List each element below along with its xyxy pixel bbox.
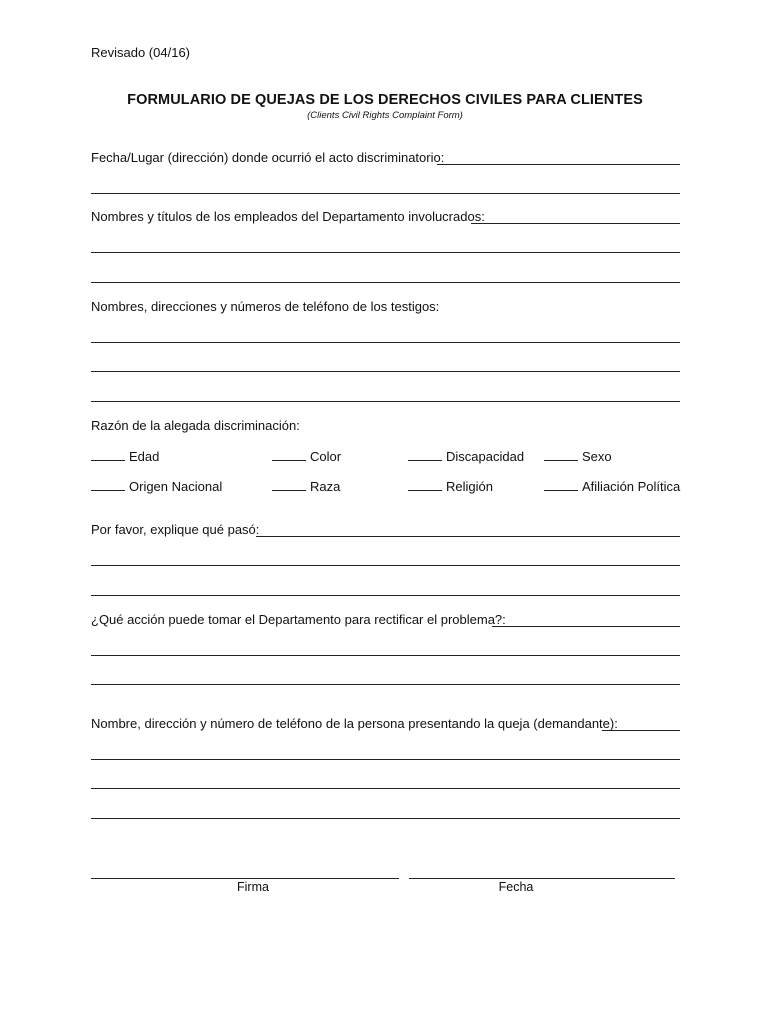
form-title: FORMULARIO DE QUEJAS DE LOS DERECHOS CIVILES PARA CLIENTES [127,92,643,108]
reason-option-sexo[interactable] [544,448,612,465]
employees-field[interactable] [471,210,680,224]
reason-blank[interactable] [91,478,125,491]
signature-field[interactable] [91,865,399,879]
action-field[interactable] [492,613,680,627]
employees-label: Nombres y títulos de los empleados del Departamento involucrados: [91,209,485,224]
reason-option-color[interactable] [272,448,341,465]
witnesses-label: Nombres, direcciones y números de teléfono de los testigos: [91,299,440,314]
form-subtitle: (Clients Civil Rights Complaint Form) [307,110,463,121]
action-field-line-3[interactable] [91,671,680,685]
revision-label: Revisado (04/16) [91,45,190,60]
reason-option-label: Afiliación Política [582,479,681,494]
witnesses-field-line-1[interactable] [91,329,680,343]
reason-blank[interactable] [544,448,578,461]
reason-option-label: Color [310,449,342,464]
signature-date-label: Fecha [498,880,534,894]
reason-blank[interactable] [408,478,442,491]
explain-field-line-2[interactable] [91,552,680,566]
reason-option-label: Origen Nacional [129,479,223,494]
employees-field-line-2[interactable] [91,239,680,253]
complainant-field-line-3[interactable] [91,775,680,789]
reason-blank[interactable] [272,448,306,461]
reason-blank[interactable] [544,478,578,491]
action-label: ¿Qué acción puede tomar el Departamento para rectificar el problema?: [91,612,506,627]
reason-option-discapacidad[interactable] [408,448,524,465]
complainant-label: Nombre, dirección y número de teléfono de la persona presentando la queja (demandante): [91,716,618,731]
reason-blank[interactable] [272,478,306,491]
reason-option-label: Discapacidad [446,449,525,464]
reason-option-raza[interactable] [272,478,340,495]
signature-label: Firma [237,880,269,894]
reason-option-religion[interactable] [408,478,493,495]
employees-field-line-3[interactable] [91,269,680,283]
reason-option-edad[interactable] [91,448,159,465]
date-place-field[interactable] [437,151,680,165]
reason-option-label: Edad [129,449,160,464]
reason-label: Razón de la alegada discriminación: [91,418,300,433]
complainant-field-line-4[interactable] [91,805,680,819]
explain-field[interactable] [256,523,680,537]
explain-label: Por favor, explique qué pasó: [91,522,260,537]
reason-option-label: Sexo [582,449,612,464]
witnesses-field-line-3[interactable] [91,388,680,402]
reason-blank[interactable] [91,448,125,461]
reason-option-afiliacion-politica[interactable] [544,478,680,495]
witnesses-field-line-2[interactable] [91,358,680,372]
action-field-line-2[interactable] [91,642,680,656]
reason-blank[interactable] [408,448,442,461]
reason-option-label: Religión [446,479,493,494]
date-place-field-line-2[interactable] [91,180,680,194]
reason-option-origen-nacional[interactable] [91,478,222,495]
explain-field-line-3[interactable] [91,582,680,596]
complainant-field-line-2[interactable] [91,746,680,760]
complainant-field[interactable] [602,717,680,731]
reason-option-label: Raza [310,479,341,494]
date-place-label: Fecha/Lugar (dirección) donde ocurrió el acto discriminatorio: [91,150,445,165]
signature-date-field[interactable] [409,865,675,879]
